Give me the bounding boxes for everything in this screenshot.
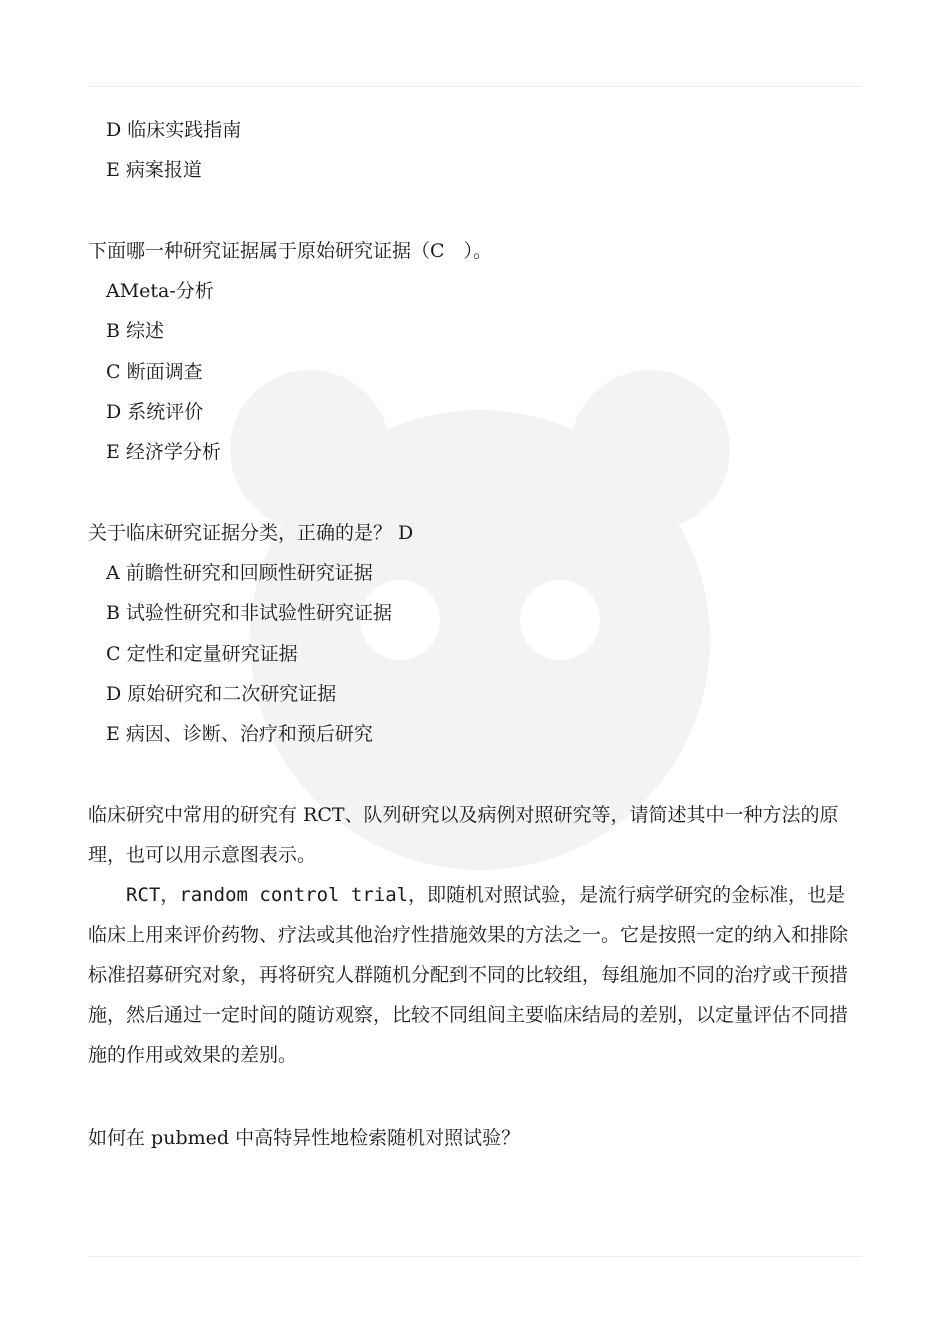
q2-option-e: E 病因、诊断、治疗和预后研究: [106, 723, 373, 745]
answer-3: [88, 875, 858, 1075]
q2-option-d: D 原始研究和二次研究证据: [106, 683, 337, 705]
option-e: E 病案报道: [106, 159, 202, 181]
q1-option-c: C 断面调查: [106, 361, 203, 383]
q2-option-a: A 前瞻性研究和回顾性研究证据: [106, 562, 373, 584]
question-2: 关于临床研究证据分类，正确的是？ D: [88, 522, 414, 544]
q1-option-b: B 综述: [106, 320, 165, 342]
question-4: 如何在 pubmed 中高特异性地检索随机对照试验？: [88, 1127, 521, 1149]
option-d: D 临床实践指南: [106, 119, 242, 141]
answer-3-term: RCT，random control trial，: [126, 884, 428, 906]
question-3: 临床研究中常用的研究有 RCT、队列研究以及病例对照研究等，请简述其中一种方法的原理，也可以用示意图表示。: [88, 804, 839, 866]
question-3-block: [88, 795, 858, 1075]
question-1: 下面哪一种研究证据属于原始研究证据（C ）。: [88, 240, 493, 262]
q1-option-e: E 经济学分析: [106, 441, 221, 463]
q1-option-a: AMeta-分析: [106, 280, 214, 302]
footer-rule: [88, 1256, 862, 1257]
q1-option-d: D 系统评价: [106, 401, 204, 423]
q2-option-c: C 定性和定量研究证据: [106, 643, 298, 665]
q2-option-b: B 试验性研究和非试验性研究证据: [106, 602, 393, 624]
header-rule: [88, 86, 862, 87]
answer-3-text: 即随机对照试验，是流行病学研究的金标准，也是临床上用来评价药物、疗法或其他治疗性措施效果的方法之一。它是按照一定的纳入和排除标准招募研究对象，再将研究人群随机分配到不同的比较组，每组施加不同的治疗或干预措施，然后通过一定时间的随访观察，比较不同组间主要临床结局的差别，以定量评估不同措施的作用或效果的差别。: [88, 884, 849, 1066]
